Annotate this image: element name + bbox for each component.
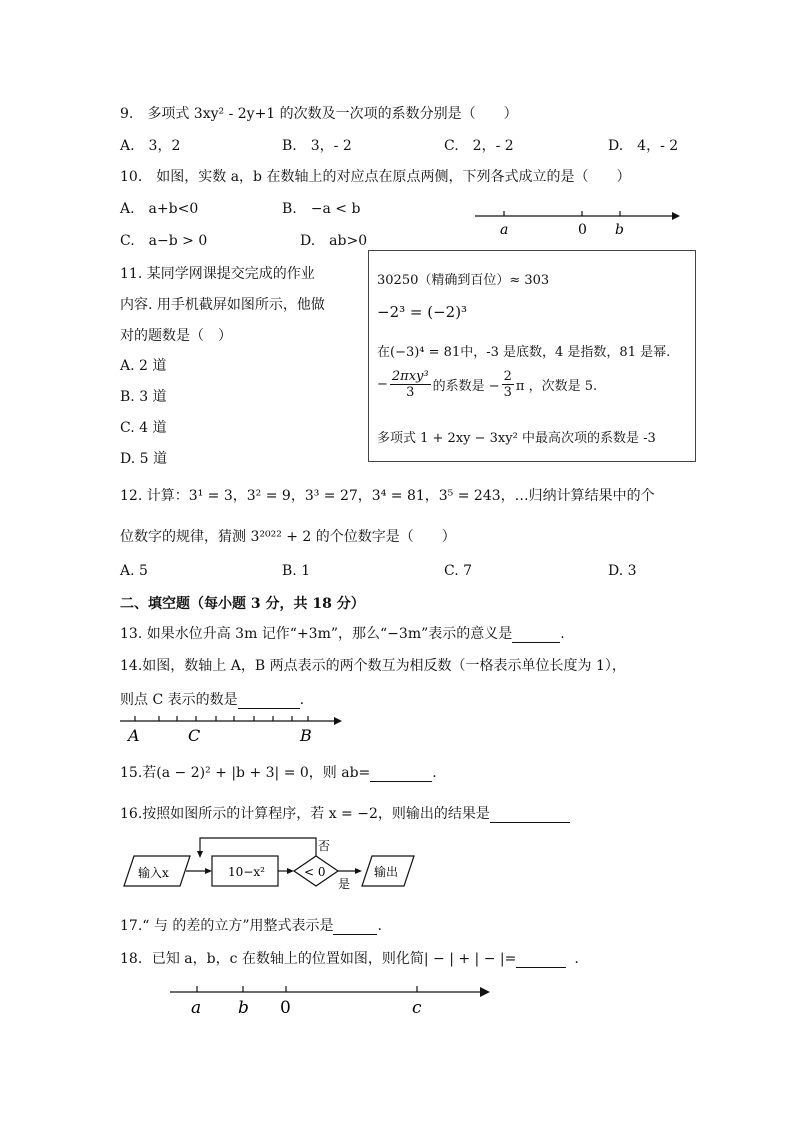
q12-option-b: B. 1 [282,563,311,579]
q11-box-line-4-numerator: 2πxy³ [391,369,429,384]
q18-period: . [574,951,579,967]
q17-text: 17.“ 与 的差的立方”用整式表示是 [120,918,334,934]
q18-number-line [168,980,498,1020]
q14-axis-label-c: C [188,726,201,745]
q14-axis-label-b: B [300,726,312,745]
q15-text: 15.若(a − 2)² + |b + 3| = 0，则 ab= [120,765,371,781]
q18-axis-label-0: 0 [280,998,291,1018]
q11-box-line-5: 多项式 1 + 2xy − 3xy² 中最高次项的系数是 -3 [377,431,656,446]
q10-axis-label-b: b [615,222,624,238]
q9-option-c: C. 2，- 2 [444,138,514,154]
q12-option-d: D. 3 [608,563,637,579]
q12-option-a: A. 5 [120,563,148,579]
q10-number-line [470,204,690,238]
q11-stem-line-3: 对的题数是（ ） [120,328,232,344]
q16-flow-output-label: 输出 [374,865,399,879]
q11-option-c: C. 4 道 [120,420,167,436]
q14-line-2-wrap [120,689,304,709]
q11-box-line-4-coef-numerator: 2 [503,369,512,384]
q16-flow-no-label: 否 [318,839,331,853]
q15-line [120,762,437,782]
q16-line [120,803,570,823]
q9-option-b: B. 3，- 2 [282,138,352,154]
q12-line-2: 位数字的规律，猜测 3²⁰²² + 2 的个位数字是（ ） [120,529,456,545]
q9-option-d: D. 4，- 2 [608,138,679,154]
q12-line-1: 12. 计算：3¹ = 3，3² = 9，3³ = 27，3⁴ = 81，3⁵ = 243，…归纳计算结果中的个 [120,488,655,504]
q11-box-line-4-coef [502,369,514,400]
q16-flow-yes-label: 是 [338,877,351,891]
q11-box-line-4-mid: 的系数是 − [432,379,500,394]
q17-line [120,915,382,935]
q11-stem-line-2: 内容. 用手机截屏如图所示，他做 [120,297,325,313]
q11-box-line-1: 30250（精确到百位）≈ 303 [377,273,550,288]
q18-axis-label-c: c [412,998,422,1018]
q10-axis-label-a: a [500,222,509,238]
q11-option-b: B. 3 道 [120,389,167,405]
q11-box-line-4-fraction [390,369,431,400]
q18-answer-blank[interactable] [516,953,566,968]
q16-text: 16.按照如图所示的计算程序，若 x = −2，则输出的结果是 [120,806,490,822]
q11-option-a: A. 2 道 [120,358,167,374]
q11-box-line-4-post: π ，次数是 5. [515,379,598,394]
q11-box-line-4-coef-denominator: 3 [503,385,512,400]
q16-flow-calc-label: 10−x² [228,865,265,879]
q11-box-line-2: −2³ = (−2)³ [377,303,468,321]
q9-option-a: A. 3，2 [120,138,181,154]
q16-flow-cond-label: < 0 [304,865,326,879]
q13-text: 13. 如果水位升高 3m 记作“+3m”，那么“−3m”表示的意义是 [120,626,513,642]
q12-option-c: C. 7 [444,563,473,579]
q16-flow-input-label: 输入x [138,866,169,880]
q18-line [120,948,579,968]
q14-answer-blank[interactable] [238,694,300,709]
q11-box-line-4-sign: − [377,377,388,392]
q10-option-b: B. −a < b [282,201,361,217]
q16-flowchart [118,832,418,896]
q18-axis-label-a: a [191,998,202,1018]
q14-line-1: 14.如图，数轴上 A，B 两点表示的两个数互为相反数（一格表示单位长度为 1）， [120,658,626,674]
q10-option-a: A. a+b<0 [120,201,199,217]
q10-stem: 10. 如图，实数 a，b 在数轴上的对应点在原点两侧，下列各式成立的是（ ） [120,169,631,185]
q11-option-d: D. 5 道 [120,451,167,467]
q15-period: . [432,765,437,781]
q11-screenshot-box [368,250,696,462]
q17-answer-blank[interactable] [333,920,377,935]
q18-axis-label-b: b [238,998,249,1018]
q14-axis-label-a: A [128,726,140,745]
q9-stem: 9. 多项式 3xy² - 2y+1 的次数及一次项的系数分别是（ ） [120,106,518,122]
q11-box-line-4 [377,369,597,400]
q18-text: 18．已知 a，b，c 在数轴上的位置如图，则化简| − | + | − |= [120,951,517,967]
q11-stem-line-1: 11. 某同学网课提交完成的作业 [120,266,315,282]
q10-axis-label-0: 0 [578,222,587,238]
q14-line-2: 则点 C 表示的数是 [120,692,238,708]
q13-period: . [560,626,565,642]
q14-period: . [299,692,305,708]
q10-option-d: D. ab>0 [300,233,368,249]
section-2-heading: 二、填空题（每小题 3 分，共 18 分） [120,596,365,612]
q13-line [120,623,565,643]
q15-answer-blank[interactable] [370,767,432,782]
q13-answer-blank[interactable] [512,628,560,643]
q10-option-c: C. a−b > 0 [120,233,208,249]
q11-box-line-4-denominator: 3 [406,385,415,400]
q14-number-line [118,711,348,745]
q16-answer-blank[interactable] [490,808,570,823]
q11-box-line-3: 在(−3)⁴ = 81中，-3 是底数，4 是指数，81 是幂. [377,345,671,360]
q17-period: . [377,918,382,934]
